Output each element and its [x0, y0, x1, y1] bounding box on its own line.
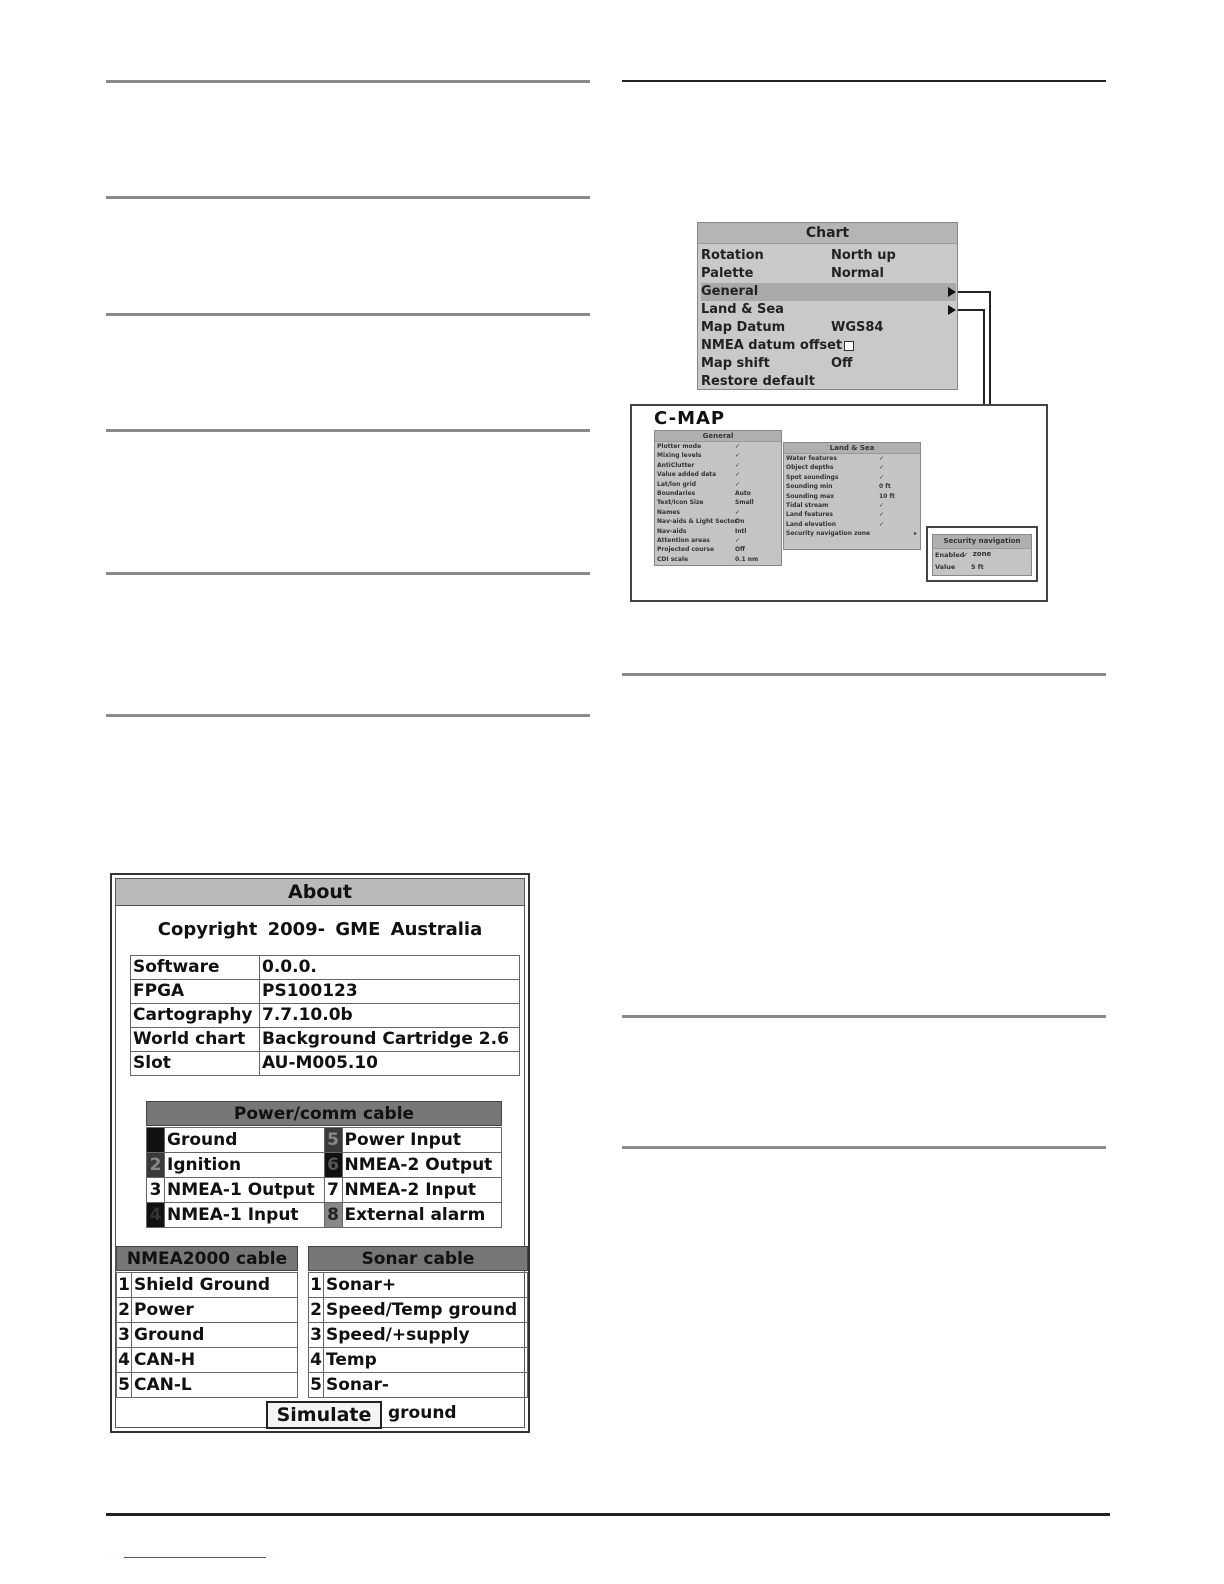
- cmap-submenu-panel: [630, 404, 1048, 602]
- table-row: [147, 1128, 502, 1153]
- submenu-item[interactable]: Value added data ✓: [657, 471, 741, 479]
- version-value: Background Cartridge 2.6: [260, 1028, 520, 1052]
- pin-number: 1: [309, 1273, 324, 1298]
- table-row: [117, 1373, 298, 1398]
- simulate-button[interactable]: Simulate: [266, 1401, 382, 1429]
- pin-label: Ignition: [165, 1153, 325, 1178]
- table-row: [131, 1052, 520, 1076]
- menu-item-rotation[interactable]: [701, 247, 956, 265]
- version-value: PS100123: [260, 980, 520, 1004]
- section-divider: [106, 196, 590, 199]
- menu-item-nmea-datum-offset[interactable]: [701, 337, 956, 355]
- about-title: About: [116, 879, 524, 906]
- section-divider: [622, 1146, 1106, 1149]
- version-value: 7.7.10.0b: [260, 1004, 520, 1028]
- about-dialog-frame: [115, 878, 525, 1428]
- version-label: FPGA: [131, 980, 260, 1004]
- section-divider: [622, 673, 1106, 676]
- power-cable-table: [146, 1127, 502, 1228]
- footer-link-underline: [124, 1557, 266, 1558]
- sonar-cable-header: Sonar cable: [308, 1246, 528, 1271]
- submenu-item[interactable]: Nav-aids Intl: [657, 527, 747, 535]
- submenu-item[interactable]: Tidal stream ✓: [786, 501, 885, 509]
- submenu-item[interactable]: Sounding min 0 ft: [786, 483, 891, 491]
- submenu-item[interactable]: CDI scale 0.1 nm: [657, 555, 759, 563]
- menu-item-label: Palette: [701, 266, 754, 281]
- security-zone-frame: [926, 526, 1038, 582]
- pin-label: CAN-L: [132, 1373, 298, 1398]
- version-value: AU-M005.10: [260, 1052, 520, 1076]
- section-divider: [106, 572, 590, 575]
- table-row: [309, 1298, 528, 1323]
- submenu-item[interactable]: Spot soundings ✓: [786, 473, 885, 481]
- submenu-item[interactable]: Projected course Off: [657, 546, 745, 554]
- table-row: [147, 1153, 502, 1178]
- pin-number: 5: [309, 1373, 324, 1398]
- about-dialog: [110, 873, 530, 1433]
- pin-label: Speed/Temp ground: [324, 1298, 528, 1323]
- menu-item-value: Normal: [831, 266, 884, 281]
- pin-label: NMEA-2 Input: [342, 1178, 502, 1203]
- version-table: [130, 955, 520, 1076]
- section-divider: [622, 1015, 1106, 1018]
- version-label: Software: [131, 956, 260, 980]
- sonar-cable-ground-text: ground: [388, 1403, 457, 1423]
- pin-number: 2: [117, 1298, 132, 1323]
- menu-item-restore-default[interactable]: [701, 373, 956, 391]
- section-divider: [622, 80, 1106, 82]
- checkbox-icon[interactable]: [844, 341, 854, 351]
- submenu-item[interactable]: Lat/lon grid ✓: [657, 480, 741, 488]
- pin-label: NMEA-1 Input: [165, 1203, 325, 1228]
- submenu-title: Land & Sea: [784, 443, 920, 454]
- section-divider: [106, 429, 590, 432]
- submenu-item[interactable]: Text/Icon Size Small: [657, 499, 754, 507]
- pin-number: 6: [324, 1153, 342, 1178]
- menu-item-land-sea[interactable]: [701, 301, 956, 319]
- table-row: [309, 1373, 528, 1398]
- menu-item-label: Land & Sea: [701, 302, 784, 317]
- table-row: [117, 1348, 298, 1373]
- menu-item-label: General: [701, 284, 759, 299]
- menu-item-label: Restore default: [701, 374, 815, 389]
- submenu-item[interactable]: Object depths ✓: [786, 464, 885, 472]
- submenu-item[interactable]: Nav-aids & Light Sector On: [657, 518, 745, 526]
- version-label: Slot: [131, 1052, 260, 1076]
- pin-number: 4: [147, 1203, 165, 1228]
- nmea2000-cable-header: NMEA2000 cable: [116, 1246, 298, 1271]
- menu-item-label: Rotation: [701, 248, 764, 263]
- cmap-logo: C-MAP: [654, 408, 726, 429]
- pin-number: 3: [117, 1323, 132, 1348]
- pin-label: Power Input: [342, 1128, 502, 1153]
- pin-number: 3: [309, 1323, 324, 1348]
- pin-number: 5: [117, 1373, 132, 1398]
- pin-label: Sonar+: [324, 1273, 528, 1298]
- pin-number: 4: [309, 1348, 324, 1373]
- submenu-item[interactable]: Land features ✓: [786, 511, 885, 519]
- pin-label: Power: [132, 1298, 298, 1323]
- submenu-item[interactable]: AntiClutter ✓: [657, 461, 741, 469]
- chart-menu: [697, 222, 958, 390]
- menu-item-map-datum[interactable]: [701, 319, 956, 337]
- menu-item-label: Map shift: [701, 356, 770, 371]
- pin-number: 5: [324, 1128, 342, 1153]
- table-row: [309, 1273, 528, 1298]
- menu-item-value: Off: [831, 356, 853, 371]
- footer-divider: [106, 1513, 1110, 1516]
- submenu-item[interactable]: Plotter mode ✓: [657, 443, 741, 450]
- table-row: [131, 1004, 520, 1028]
- submenu-item[interactable]: Land elevation ✓: [786, 520, 885, 528]
- submenu-item[interactable]: Boundaries Auto: [657, 489, 751, 497]
- pin-number: 8: [324, 1203, 342, 1228]
- pin-number: 7: [324, 1178, 342, 1203]
- table-row: [147, 1178, 502, 1203]
- section-divider: [106, 714, 590, 717]
- submenu-title: General: [655, 431, 781, 442]
- pin-label: Speed/+supply: [324, 1323, 528, 1348]
- submenu-arrow-icon: [948, 305, 956, 315]
- submenu-item[interactable]: Names ✓: [657, 508, 741, 516]
- menu-item-value: WGS84: [831, 320, 884, 335]
- pin-number: 4: [117, 1348, 132, 1373]
- general-submenu: [654, 430, 782, 566]
- version-label: Cartography: [131, 1004, 260, 1028]
- menu-item-map-shift[interactable]: [701, 355, 956, 373]
- pin-number: 3: [147, 1178, 165, 1203]
- pin-label: Ground: [132, 1323, 298, 1348]
- pin-label: Shield Ground: [132, 1273, 298, 1298]
- nmea2000-cable-table: [116, 1272, 298, 1398]
- copyright-text: Copyright 2009- GME Australia: [157, 919, 483, 940]
- table-row: [309, 1323, 528, 1348]
- pin-label: Temp: [324, 1348, 528, 1373]
- power-cable-header: Power/comm cable: [146, 1101, 502, 1126]
- pin-number: [147, 1128, 165, 1153]
- pin-label: Sonar-: [324, 1373, 528, 1398]
- pin-label: Ground: [165, 1128, 325, 1153]
- submenu-item[interactable]: Enabled ✓: [935, 551, 969, 559]
- pin-number: 1: [117, 1273, 132, 1298]
- table-row: [131, 956, 520, 980]
- pin-label: CAN-H: [132, 1348, 298, 1373]
- table-row: [309, 1348, 528, 1373]
- version-label: World chart: [131, 1028, 260, 1052]
- table-row: [117, 1273, 298, 1298]
- chart-menu-title: Chart: [698, 223, 957, 244]
- section-divider: [106, 80, 590, 83]
- land-sea-submenu: [783, 442, 921, 550]
- submenu-arrow-icon: [948, 287, 956, 297]
- table-row: [131, 1028, 520, 1052]
- submenu-item[interactable]: Sounding max 10 ft: [786, 492, 895, 500]
- section-divider: [106, 313, 590, 316]
- submenu-item[interactable]: Mixing levels ✓: [657, 452, 741, 460]
- table-row: [117, 1323, 298, 1348]
- menu-item-label: Map Datum: [701, 320, 786, 335]
- menu-item-general[interactable]: [701, 283, 956, 301]
- pin-label: NMEA-2 Output: [342, 1153, 502, 1178]
- pin-number: 2: [309, 1298, 324, 1323]
- table-row: [147, 1203, 502, 1228]
- menu-item-palette[interactable]: [701, 265, 956, 283]
- pin-label: External alarm: [342, 1203, 502, 1228]
- submenu-item[interactable]: Value 5 ft: [935, 563, 984, 571]
- submenu-title: Security navigation zone: [933, 535, 1031, 549]
- submenu-item[interactable]: Attention areas ✓: [657, 536, 741, 544]
- table-row: [131, 980, 520, 1004]
- submenu-item[interactable]: Security navigation zone ▸: [786, 530, 918, 538]
- sonar-cable-table: [308, 1272, 528, 1398]
- menu-item-value: North up: [831, 248, 896, 263]
- submenu-item[interactable]: Water features ✓: [786, 455, 885, 462]
- security-zone-submenu: [932, 534, 1032, 576]
- pin-number: 2: [147, 1153, 165, 1178]
- version-value: 0.0.0.: [260, 956, 520, 980]
- pin-label: NMEA-1 Output: [165, 1178, 325, 1203]
- table-row: [117, 1298, 298, 1323]
- menu-item-label: NMEA datum offset: [701, 338, 843, 353]
